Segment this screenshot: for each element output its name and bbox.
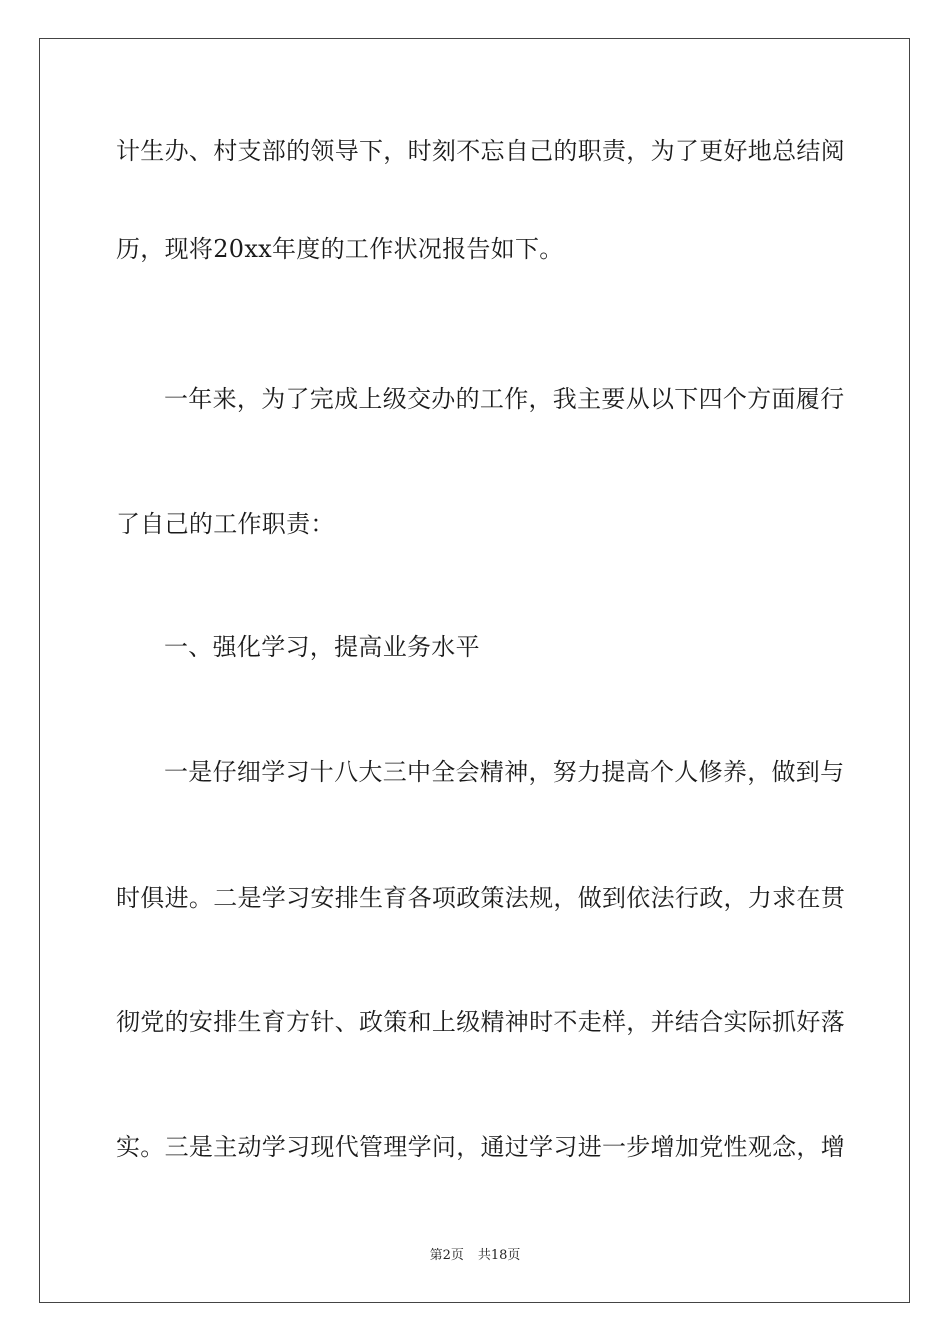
text-line-7: 时俱进。二是学习安排生育各项政策法规，做到依法行政，力求在贯: [116, 884, 845, 912]
section-heading: 一、强化学习，提高业务水平: [164, 633, 480, 661]
total-pages: 共18页: [477, 1248, 521, 1263]
text-line-6: 一是仔细学习十八大三中全会精神，努力提高个人修养，做到与: [164, 758, 845, 786]
text-line-8: 彻党的安排生育方针、政策和上级精神时不走样，并结合实际抓好落: [116, 1008, 845, 1036]
text-line-2: 历，现将20xx年度的工作状况报告如下。: [116, 235, 564, 263]
text-line-9: 实。三是主动学习现代管理学问，通过学习进一步增加党性观念，增: [116, 1133, 845, 1161]
text-line-1: 计生办、村支部的领导下，时刻不忘自己的职责，为了更好地总结阅: [116, 137, 845, 165]
text-line-4: 了自己的工作职责：: [116, 510, 335, 538]
page-footer: [0, 1248, 950, 1264]
text-line-3: 一年来，为了完成上级交办的工作，我主要从以下四个方面履行: [164, 385, 845, 413]
page-frame: [39, 38, 910, 1303]
page-number: 第2页: [429, 1248, 464, 1263]
